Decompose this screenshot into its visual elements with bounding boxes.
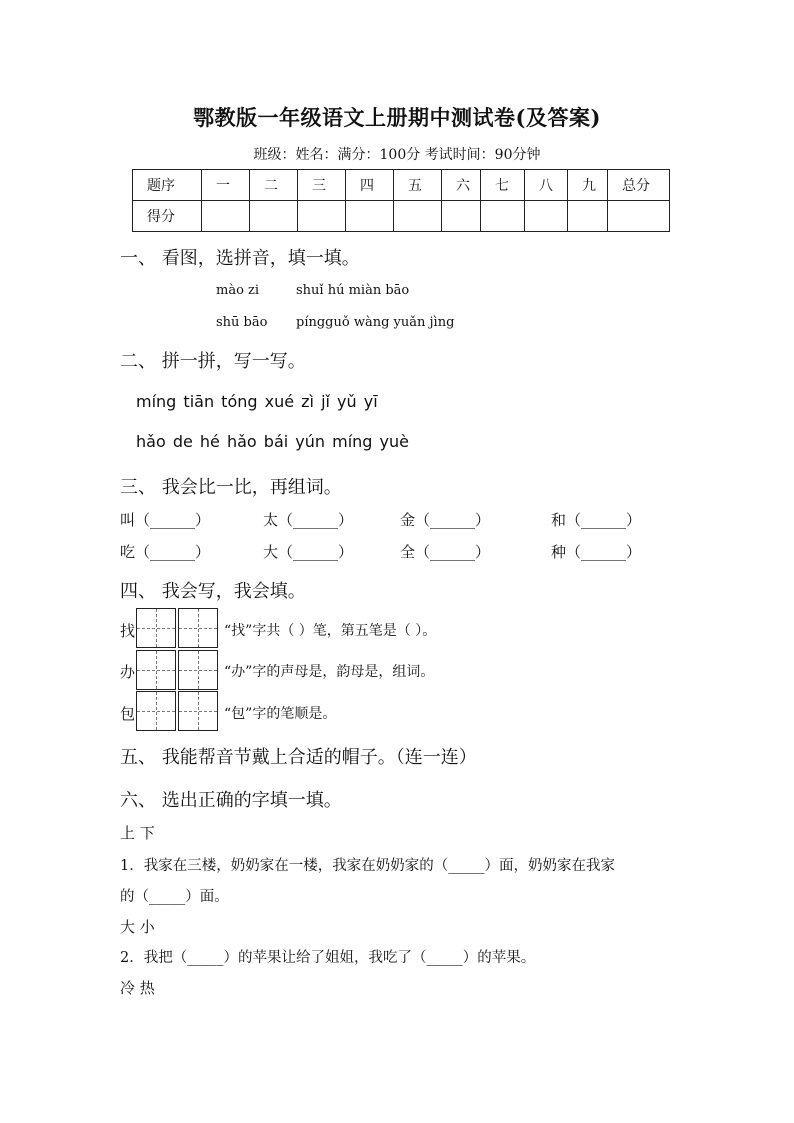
score-cell[interactable]	[346, 201, 394, 232]
compare-item: 太（______）	[263, 511, 354, 529]
writing-cell[interactable]	[178, 608, 218, 648]
section-1-title: 一、 看图，选拼音，填一填。	[120, 248, 360, 269]
score-cell[interactable]	[481, 201, 525, 232]
fill-question: 1．我家在三楼，奶奶家在一楼，我家在奶奶家的（_____）面，奶奶家在我家	[120, 858, 615, 874]
compare-item: 种（______）	[551, 543, 642, 561]
score-cell[interactable]	[250, 201, 298, 232]
score-header-cell: 四	[346, 170, 394, 201]
writing-cell[interactable]	[178, 650, 218, 690]
score-header-cell: 六	[442, 170, 481, 201]
score-cell[interactable]	[525, 201, 568, 232]
word-options: 大 小	[120, 918, 155, 936]
compare-item: 大（______）	[263, 543, 354, 561]
writing-cell[interactable]	[136, 650, 176, 690]
word-options: 冷 热	[120, 979, 155, 997]
pinyin-item: píngguǒ wàng yuǎn jìng	[296, 315, 455, 330]
compare-item: 叫（______）	[120, 511, 211, 529]
writing-grid[interactable]	[136, 608, 218, 649]
practice-question: “办”字的声母是，韵母是，组词。	[224, 664, 435, 680]
score-row-label: 得分	[133, 201, 202, 232]
section-2-title: 二、 拼一拼，写一写。	[120, 351, 306, 372]
practice-char: 办	[120, 663, 136, 681]
writing-cell[interactable]	[136, 608, 176, 648]
page-title: 鄂教版一年级语文上册期中测试卷(及答案)	[193, 105, 601, 130]
score-table-header-row	[133, 170, 670, 201]
compare-item: 吃（______）	[120, 543, 211, 561]
score-header-cell: 三	[298, 170, 346, 201]
practice-char: 找	[120, 622, 136, 640]
fill-question: 2．我把（_____）的苹果让给了姐姐，我吃了（_____）的苹果。	[120, 950, 536, 966]
score-table	[132, 169, 670, 232]
section-6-title: 六、 选出正确的字填一填。	[120, 790, 342, 811]
compare-item: 全（______）	[400, 543, 491, 561]
fill-question: 的（_____）面。	[120, 889, 229, 905]
score-header-cell: 题序	[133, 170, 202, 201]
compare-item: 金（______）	[400, 511, 491, 529]
writing-cell[interactable]	[136, 691, 176, 731]
section-4-title: 四、 我会写，我会填。	[120, 581, 306, 602]
pinyin-item: shuǐ hú miàn bāo	[296, 283, 410, 298]
practice-question: “包”字的笔顺是。	[224, 706, 337, 722]
pinyin-item: mào zi	[216, 283, 260, 298]
word-options: 上 下	[120, 824, 155, 842]
compare-item: 和（______）	[551, 511, 642, 529]
score-header-cell: 五	[394, 170, 442, 201]
pinyin-item: shū bāo	[216, 315, 268, 330]
pinyin-line: hǎo de hé hǎo bái yún míng yuè	[136, 432, 409, 451]
score-header-cell: 九	[568, 170, 608, 201]
score-cell[interactable]	[298, 201, 346, 232]
score-cell[interactable]	[568, 201, 608, 232]
pinyin-line: míng tiān tóng xué zì jǐ yǔ yī	[136, 392, 378, 411]
score-cell[interactable]	[202, 201, 250, 232]
score-header-cell: 二	[250, 170, 298, 201]
score-header-cell: 一	[202, 170, 250, 201]
writing-grid[interactable]	[136, 650, 218, 691]
score-cell[interactable]	[608, 201, 670, 232]
page-subtitle: 班级：姓名：满分：100分 考试时间：90分钟	[253, 147, 541, 163]
score-table-score-row	[133, 201, 670, 232]
writing-grid[interactable]	[136, 691, 218, 732]
score-header-cell: 七	[481, 170, 525, 201]
writing-cell[interactable]	[178, 691, 218, 731]
section-3-title: 三、 我会比一比，再组词。	[120, 477, 342, 498]
score-header-cell: 总分	[608, 170, 670, 201]
score-header-cell: 八	[525, 170, 568, 201]
score-cell[interactable]	[442, 201, 481, 232]
score-cell[interactable]	[394, 201, 442, 232]
practice-question: “找”字共（ ）笔，第五笔是（ ）。	[224, 623, 437, 639]
practice-char: 包	[120, 705, 136, 723]
section-5-title: 五、 我能帮音节戴上合适的帽子。（连一连）	[120, 747, 477, 768]
